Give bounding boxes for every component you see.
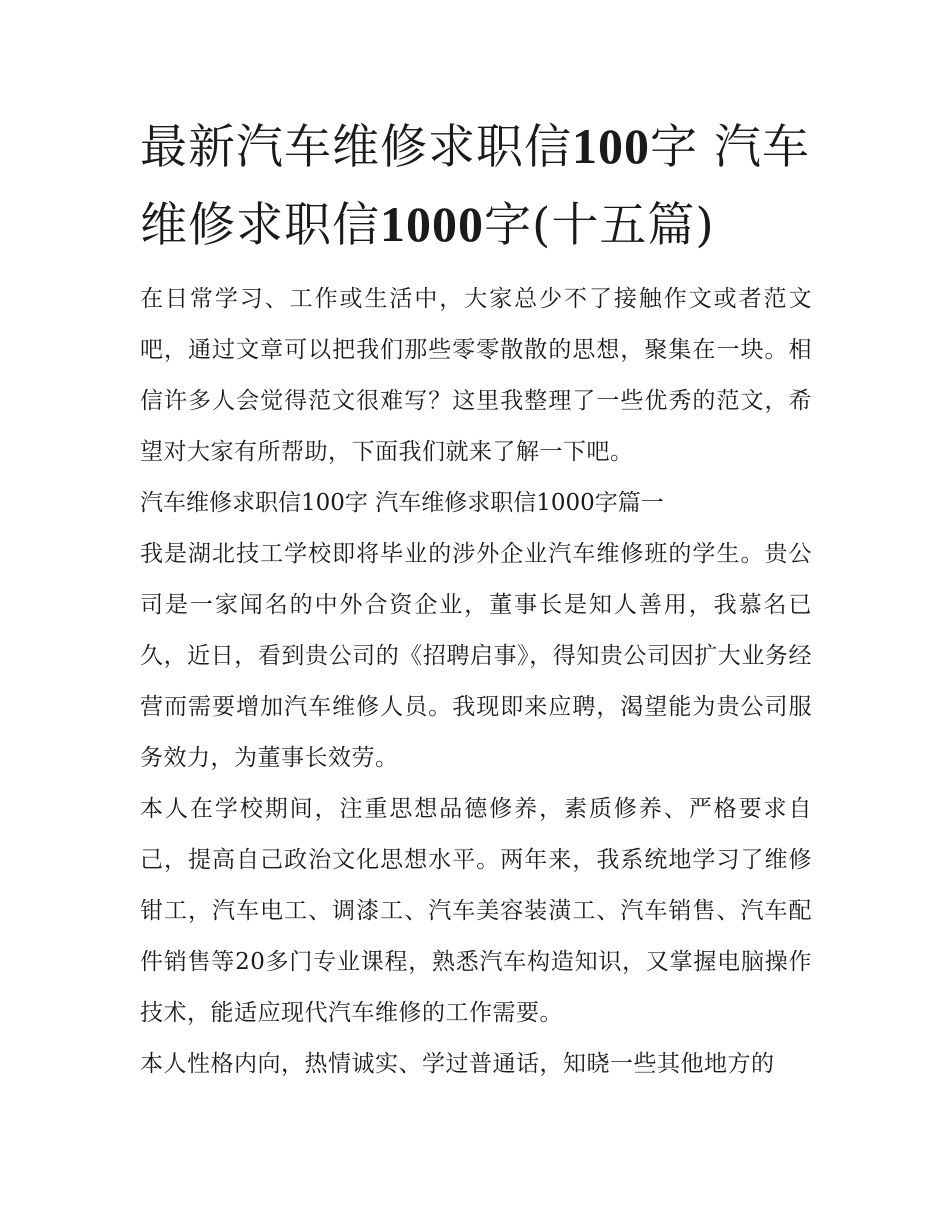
- title-number: 100: [572, 118, 650, 174]
- body-paragraph: 我是湖北技工学校即将毕业的涉外企业汽车维修班的学生。贵公司是一家闻名的中外合资企业，董事长是知人善用，我慕名已久，近日，看到贵公司的《招聘启事》，得知贵公司因扩大业务经营而需要增加汽车维修人员。我现即来应聘，渴望能为贵公司服务效力，为董事长效劳。: [140, 541, 812, 771]
- document-body: [140, 108, 812, 1090]
- section-heading: 汽车维修求职信100字 汽车维修求职信1000字篇一: [140, 490, 664, 516]
- title-number: 1000: [380, 196, 484, 252]
- document-title: 最新汽车维修求职信100字 汽车维修求职信1000字(十五篇): [140, 118, 810, 253]
- body-paragraph: 本人性格内向，热情诚实、学过普通话，知晓一些其他地方的: [140, 1051, 775, 1077]
- body-paragraph: 本人在学校期间，注重思想品德修养，素质修养、严格要求自己，提高自己政治文化思想水平。两年来，我系统地学习了维修钳工，汽车电工、调漆工、汽车美容装潢工、汽车销售、汽车配件销售等20多门专业课程，熟悉汽车构造知识，又掌握电脑操作技术，能适应现代汽车维修的工作需要。: [140, 796, 812, 1026]
- intro-paragraph: 在日常学习、工作或生活中，大家总少不了接触作文或者范文吧，通过文章可以把我们那些零零散散的思想，聚集在一块。相信许多人会觉得范文很难写？这里我整理了一些优秀的范文，希望对大家有所帮助，下面我们就来了解一下吧。: [140, 286, 812, 465]
